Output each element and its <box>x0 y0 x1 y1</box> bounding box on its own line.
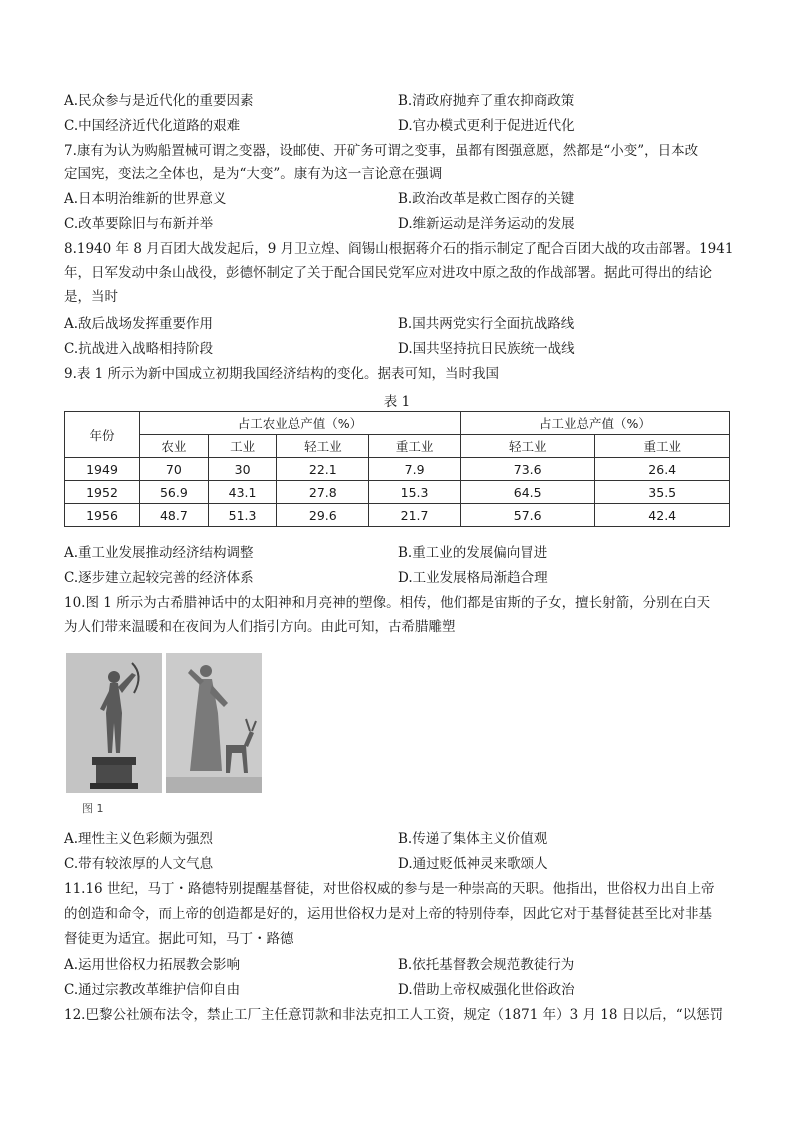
table-cell: 64.5 <box>460 481 594 504</box>
q7-option-c[interactable]: C.改革要除旧与布新并举 <box>64 216 214 232</box>
figure-label: 图 1 <box>82 802 104 815</box>
table-cell: 27.8 <box>277 481 369 504</box>
q6-option-b[interactable]: B.清政府抛弃了重农抑商政策 <box>398 93 575 109</box>
q6-option-d[interactable]: D.官办模式更利于促进近代化 <box>398 118 575 134</box>
table-row <box>65 504 730 527</box>
table-row <box>65 458 730 481</box>
table-cell: 1956 <box>65 504 140 527</box>
q11-option-c[interactable]: C.通过宗教改革维护信仰自由 <box>64 982 241 998</box>
q8-stem-line3: 是，当时 <box>64 289 118 305</box>
q8-option-c[interactable]: C.抗战进入战略相持阶段 <box>64 341 214 357</box>
table-cell: 42.4 <box>595 504 730 527</box>
table-cell: 1949 <box>65 458 140 481</box>
q11-option-d[interactable]: D.借助上帝权威强化世俗政治 <box>398 982 575 998</box>
q6-option-a[interactable]: A.民众参与是近代化的重要因素 <box>64 93 254 109</box>
q8-stem-line1: 8.1940 年 8 月百团大战发起后，9 月卫立煌、阎锡山根据蒋介石的指示制定了配合百团大战的攻击部署。1941 <box>64 241 734 257</box>
q9-option-d[interactable]: D.工业发展格局渐趋合理 <box>398 570 548 586</box>
q7-option-a[interactable]: A.日本明治维新的世界意义 <box>64 191 227 207</box>
agri-industry-header: 占工农业总产值（%） <box>140 412 461 435</box>
sub-header: 工业 <box>208 435 277 458</box>
q8-option-b[interactable]: B.国共两党实行全面抗战路线 <box>398 316 575 332</box>
sub-header: 轻工业 <box>460 435 594 458</box>
table-cell: 43.1 <box>208 481 277 504</box>
table-cell: 30 <box>208 458 277 481</box>
table-cell: 22.1 <box>277 458 369 481</box>
q7-option-d[interactable]: D.维新运动是洋务运动的发展 <box>398 216 575 232</box>
apollo-statue-drawing <box>66 653 162 793</box>
q8-option-d[interactable]: D.国共坚持抗日民族统一战线 <box>398 341 575 357</box>
q9-stem: 9.表 1 所示为新中国成立初期我国经济结构的变化。据表可知，当时我国 <box>64 366 500 382</box>
q10-option-d[interactable]: D.通过贬低神灵来歌颂人 <box>398 856 548 872</box>
q8-stem-line2: 年，日军发动中条山战役，彭德怀制定了关于配合国民党军应对进攻中原之敌的作战部署。据此可得出的结论 <box>64 265 712 281</box>
economic-structure-table <box>64 411 730 527</box>
q10-option-b[interactable]: B.传递了集体主义价值观 <box>398 831 548 847</box>
q6-option-c[interactable]: C.中国经济近代化道路的艰难 <box>64 118 241 134</box>
industry-header: 占工业总产值（%） <box>460 412 729 435</box>
table-cell: 7.9 <box>369 458 461 481</box>
q11-option-a[interactable]: A.运用世俗权力拓展教会影响 <box>64 957 241 973</box>
q12-stem-line1: 12.巴黎公社颁布法令，禁止工厂主任意罚款和非法克扣工人工资，规定（1871 年）3 月 18 日以后，“以惩罚 <box>64 1007 724 1023</box>
q11-stem-line1: 11.16 世纪，马丁・路德特别提醒基督徒，对世俗权威的参与是一种崇高的天职。他指出，世俗权力出自上帝 <box>64 881 715 897</box>
q9-option-c[interactable]: C.逐步建立起较完善的经济体系 <box>64 570 254 586</box>
apollo-statue-photo <box>66 653 162 793</box>
table-cell: 35.5 <box>595 481 730 504</box>
table-cell: 48.7 <box>140 504 209 527</box>
table-cell: 51.3 <box>208 504 277 527</box>
q10-stem-line2: 为人们带来温暖和在夜间为人们指引方向。由此可知，古希腊雕塑 <box>64 619 456 635</box>
table-cell: 15.3 <box>369 481 461 504</box>
table-cell: 56.9 <box>140 481 209 504</box>
q10-option-a[interactable]: A.理性主义色彩颇为强烈 <box>64 831 214 847</box>
sub-header: 轻工业 <box>277 435 369 458</box>
q11-stem-line3: 督徒更为适宜。据此可知，马丁・路德 <box>64 931 294 947</box>
table-cell: 70 <box>140 458 209 481</box>
q10-stem-line1: 10.图 1 所示为古希腊神话中的太阳神和月亮神的塑像。相传，他们都是宙斯的子女，擅长射箭，分别在白天 <box>64 595 711 611</box>
q7-option-b[interactable]: B.政治改革是救亡图存的关键 <box>398 191 575 207</box>
table-cell: 21.7 <box>369 504 461 527</box>
sub-header: 重工业 <box>369 435 461 458</box>
statue-figure <box>66 653 262 795</box>
table-caption: 表 1 <box>383 394 411 410</box>
table-cell: 57.6 <box>460 504 594 527</box>
q9-option-b[interactable]: B.重工业的发展偏向冒进 <box>398 545 548 561</box>
q8-option-a[interactable]: A.敌后战场发挥重要作用 <box>64 316 214 332</box>
table-cell: 29.6 <box>277 504 369 527</box>
table-cell: 1952 <box>65 481 140 504</box>
artemis-statue-photo <box>166 653 262 793</box>
sub-header: 农业 <box>140 435 209 458</box>
sub-header: 重工业 <box>595 435 730 458</box>
q7-stem-line1: 7.康有为认为购船置械可谓之变器，设邮使、开矿务可谓之变事，虽都有图强意愿，然都是“小变”，日本改 <box>64 143 699 159</box>
q11-option-b[interactable]: B.依托基督教会规范教徒行为 <box>398 957 575 973</box>
table-row <box>65 481 730 504</box>
q9-option-a[interactable]: A.重工业发展推动经济结构调整 <box>64 545 254 561</box>
q10-option-c[interactable]: C.带有较浓厚的人文气息 <box>64 856 214 872</box>
artemis-statue-drawing <box>166 653 262 793</box>
year-header: 年份 <box>65 412 140 458</box>
table-cell: 73.6 <box>460 458 594 481</box>
table-cell: 26.4 <box>595 458 730 481</box>
q7-stem-line2: 定国宪，变法之全体也，是为“大变”。康有为这一言论意在强调 <box>64 166 443 182</box>
q11-stem-line2: 的创造和命令，而上帝的创造都是好的，运用世俗权力是对上帝的特别侍奉，因此它对于基督徒甚至比对非基 <box>64 906 712 922</box>
